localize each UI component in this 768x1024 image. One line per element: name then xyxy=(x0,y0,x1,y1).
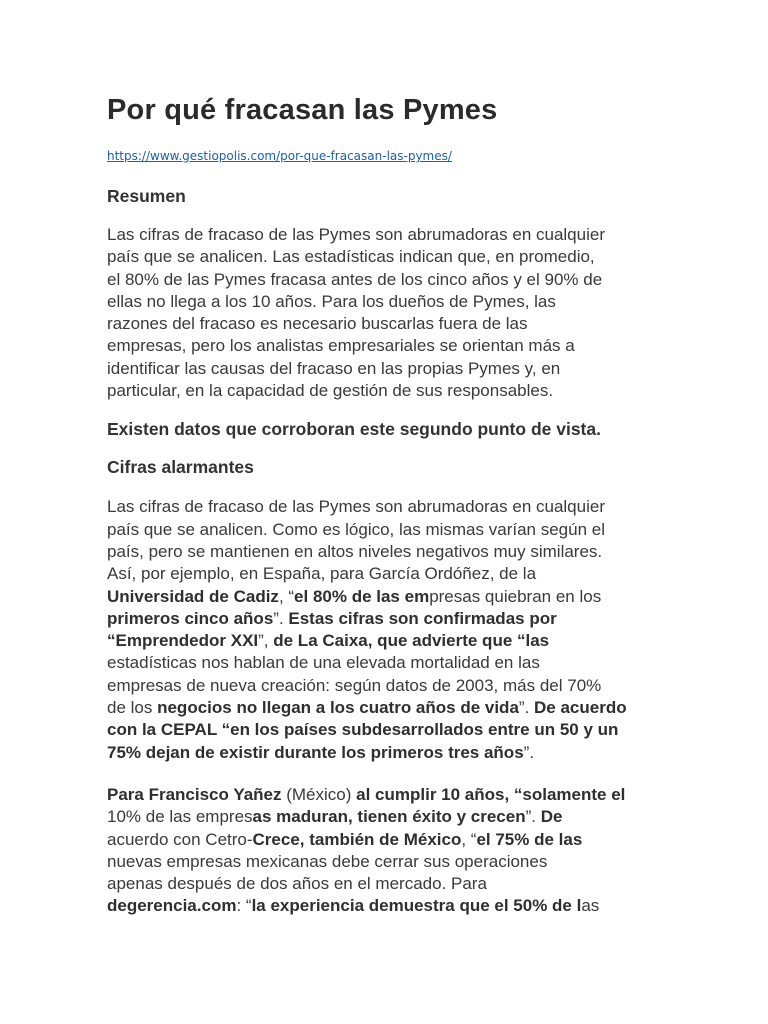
source-link[interactable]: https://www.gestiopolis.com/por-que-fracasan-las-pymes/ xyxy=(107,149,452,163)
text-line: país que se analicen. Como es lógico, las mismas varían según el xyxy=(107,519,605,539)
page-title: Por qué fracasan las Pymes xyxy=(107,94,498,126)
text-line xyxy=(107,630,667,652)
bold-span: as maduran, tienen éxito y crecen xyxy=(252,807,526,827)
text-line xyxy=(107,742,667,764)
text-span: (México) xyxy=(286,784,352,804)
resumen-heading: Resumen xyxy=(107,186,186,206)
bold-span: De xyxy=(540,807,563,827)
bold-span: degerencia.com xyxy=(107,896,237,916)
text-span: de los xyxy=(107,698,158,718)
bold-span: primeros cinco años xyxy=(107,608,274,628)
text-line: el 80% de las Pymes fracasa antes de los cinco años y el 90% de xyxy=(107,269,603,289)
text-line: ellas no llega a los 10 años. Para los dueños de Pymes, las xyxy=(107,291,556,311)
text-line: razones del fracaso es necesario buscarlas fuera de las xyxy=(107,314,528,334)
cifras-paragraph-1 xyxy=(107,496,667,764)
cifras-paragraph-2 xyxy=(107,784,667,918)
text-line xyxy=(107,586,667,608)
text-span: 10% de las empres xyxy=(107,807,253,827)
text-span: ”. xyxy=(523,742,535,762)
text-line: empresas de nueva creación: según datos de 2003, más del 70% xyxy=(107,675,602,695)
text-span: , “ xyxy=(278,586,295,606)
text-span: acuerdo con Cetro- xyxy=(107,829,253,849)
text-line xyxy=(107,697,667,719)
text-line xyxy=(107,829,667,851)
text-line: país que se analicen. Las estadísticas indican que, en promedio, xyxy=(107,247,595,267)
bold-span: 75% dejan de existir durante los primeros tres años xyxy=(107,742,524,762)
bold-span: al cumplir 10 años, “solamente el xyxy=(351,784,626,804)
text-line xyxy=(107,806,667,828)
resumen-paragraph xyxy=(107,224,667,402)
text-span: : “ xyxy=(236,896,252,916)
text-line: Las cifras de fracaso de las Pymes son abrumadoras en cualquier xyxy=(107,225,605,244)
text-span: ”. xyxy=(525,807,541,827)
text-span: presas quiebran en los xyxy=(429,586,602,606)
bold-span: Para Francisco Yañez xyxy=(107,784,287,804)
text-line xyxy=(107,608,667,630)
cifras-heading: Cifras alarmantes xyxy=(107,457,254,478)
text-line: país, pero se mantienen en altos niveles negativos muy similares. xyxy=(107,541,603,561)
text-line: identificar las causas del fracaso en las propias Pymes y, en xyxy=(107,358,561,378)
text-span: as xyxy=(581,896,600,916)
text-span: ”, xyxy=(258,631,274,651)
text-line xyxy=(107,895,667,917)
text-span: , “ xyxy=(461,829,477,849)
bold-span: Crece, también de México xyxy=(252,829,462,849)
text-line: Las cifras de fracaso de las Pymes son abrumadoras en cualquier xyxy=(107,497,605,517)
text-line: empresas, pero los analistas empresariales se orientan más a xyxy=(107,336,575,356)
bold-span: el 80% de las em xyxy=(294,586,430,606)
bold-span: el 75% de las xyxy=(476,829,583,849)
text-line xyxy=(107,784,667,806)
text-line: nuevas empresas mexicanas debe cerrar sus operaciones xyxy=(107,851,548,871)
text-line: Así, por ejemplo, en España, para García Ordóñez, de la xyxy=(107,564,537,584)
bold-span: Universidad de Cadiz xyxy=(107,586,279,606)
bold-span: negocios no llegan a los cuatro años de vida xyxy=(157,698,519,718)
text-line: con la CEPAL “en los países subdesarrollados entre un 50 y un xyxy=(107,720,619,740)
bold-span: De acuerdo xyxy=(534,698,627,718)
bold-span: de La Caixa, que advierte que “las xyxy=(273,631,550,651)
text-span: ”. xyxy=(518,698,535,718)
bold-span: la experiencia demuestra que el 50% de l xyxy=(251,896,582,916)
text-line: particular, en la capacidad de gestión de sus responsables. xyxy=(107,381,554,401)
existen-heading: Existen datos que corroboran este segundo punto de vista. xyxy=(107,419,601,440)
bold-span: “Emprendedor XXI xyxy=(107,631,259,651)
text-span: ”. xyxy=(273,608,289,628)
text-line: apenas después de dos años en el mercado. Para xyxy=(107,874,487,894)
bold-span: Estas cifras son confirmadas por xyxy=(288,608,557,628)
text-line: estadísticas nos hablan de una elevada mortalidad en las xyxy=(107,653,540,673)
